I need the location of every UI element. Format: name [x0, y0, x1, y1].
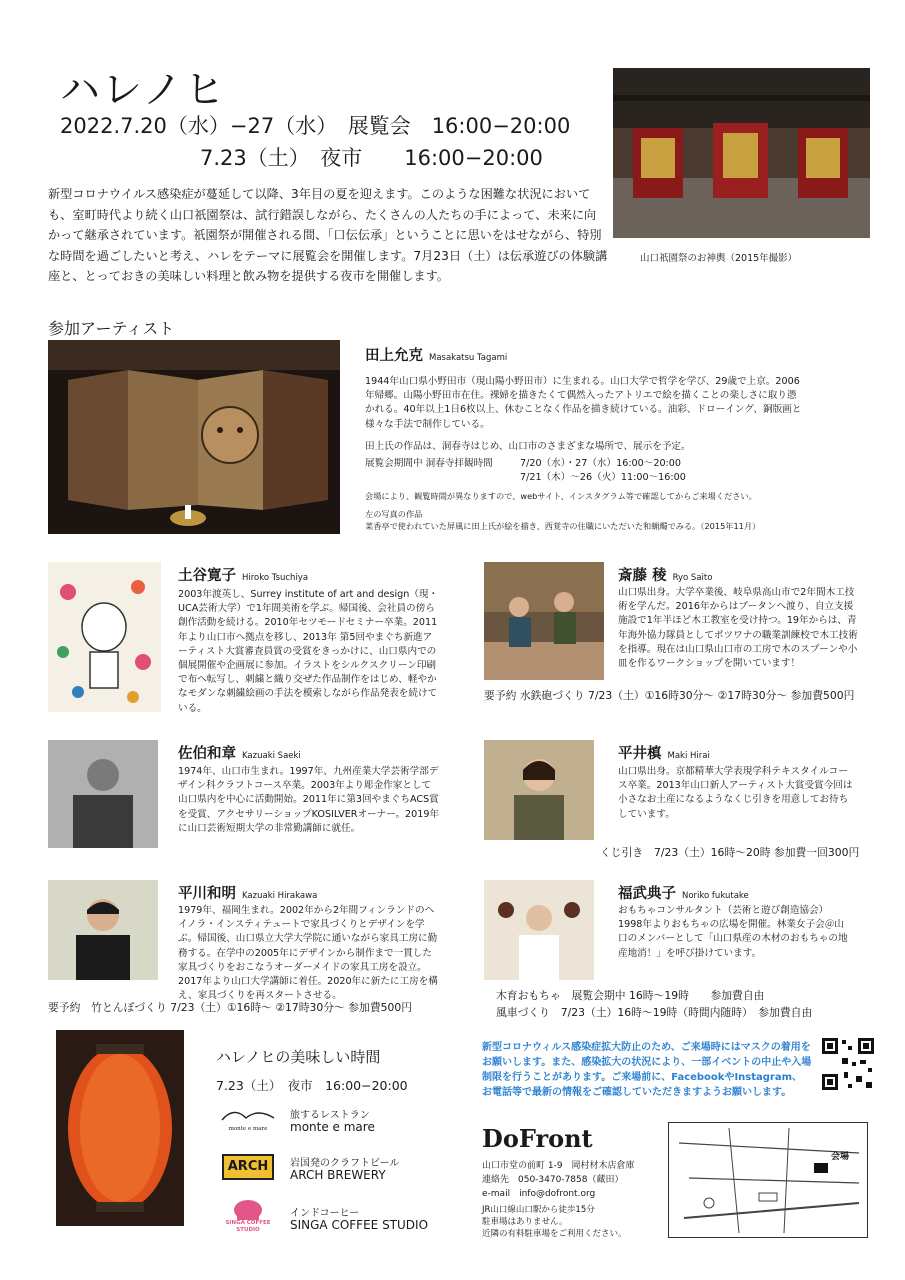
hirakawa-photo — [48, 880, 158, 980]
tagami-photo — [48, 340, 340, 534]
saito-photo — [484, 562, 604, 680]
vendor-2-sub: 岩国発のクラフトビール — [290, 1158, 400, 1169]
qr-code[interactable] — [820, 1036, 876, 1092]
hirai-photo — [484, 740, 594, 840]
tagami-hours-label: 展覧会期間中 洞春寺拝観時間 — [365, 458, 493, 469]
mikoshi-caption: 山口祇園祭のお神輿（2015年撮影） — [640, 253, 798, 264]
venue-address: 山口市堂の前町 1-9 岡村材木店倉庫 — [482, 1161, 635, 1171]
tagami-disclaimer: 会場により、観覧時間が異なりますので、webサイト、インスタグラム等で確認してからご来場ください。 — [365, 491, 757, 501]
vendor-3-sub: インドコーヒー — [290, 1208, 360, 1219]
covid-notice: 新型コロナウィルス感染症拡大防止のため、ご来場時にはマスクの着用をお願いします。また、感染拡大の状況により、一部イベントの中止や入場制限を行うことがあります。ご来場前に、FacebookやInstagram、お電話等で最新の情報をご確認していただきますようお願いします。 — [482, 1042, 812, 1098]
map-venue-label: 会場 — [831, 1152, 850, 1162]
lantern-photo — [56, 1030, 184, 1226]
artist-name-tsuchiya: 土谷寛子 Hiroko Tsuchiya — [178, 568, 309, 584]
fukutake-event-1: 木育おもちゃ 展覧会期中 16時〜19時 参加費自由 — [496, 989, 765, 1002]
artist-bio-saeki: 1974年、山口市生まれ。1997年、九州産業大学芸術学部デザイン科クラフトコース卒業。2003年より彫金作家として山口県内を中心に活動開始。2011年に第3回やまぐちACS賞を受賞、アクセサリーショップKOSILVERオーナー。2019年に山口芸術短期大学の非常勤講師に就任。 — [178, 766, 440, 834]
artist-name-saito: 斎藤 稜 Ryo Saito — [618, 568, 713, 584]
artist-bio-tagami: 1944年山口県小野田市（現山陽小野田市）に生まれる。山口大学で哲学を学び、29歳で上京。2006年帰郷。山陽小野田市在住。裸婦を描きたくて偶然入ったアトリエで絵を描くことの楽しさに取り憑かれる。40年以上1日6枚以上、休むことなく作品を描き続けている。油彩、ドローイング、銅版画と様々な手法で制作している。 — [365, 376, 802, 430]
artist-name-hirai: 平井槙 Maki Hirai — [618, 746, 710, 762]
vendor-3-name: SINGA COFFEE STUDIO — [290, 1218, 429, 1232]
tagami-photo-note-title: 左の写真の作品 — [365, 509, 423, 519]
fukutake-photo — [484, 880, 594, 980]
mikoshi-photo — [613, 68, 870, 238]
tagami-note: 田上氏の作品は、洞春寺はじめ、山口市のさまざまな場所で、展示を予定。 — [365, 441, 691, 452]
artist-bio-tsuchiya: 2003年渡英し、Surrey institute of art and design（現・UCA芸術大学）で1年間美術を学ぶ。帰国後、会社員の傍ら創作活動を続ける。2010年セツモードセミナー卒業。2011年より山口市へ拠点を移し、2013年 第5回やまぐち新進アーティスト大賞審査員賞の受賞をきっかけに、山口県内での個展開催や企画展に参加。イラストをシルクスクリーン印刷で布へ転写し、刺繍と織り交ぜた作品制作をはじめ、軽やかなモダンな刺繍絵画の手法を模索しながら作品発表を続けている。 — [178, 589, 439, 714]
saeki-photo — [48, 740, 158, 848]
date-line-night-market: 7.23（土） 夜市 16:00−20:00 — [200, 146, 543, 170]
vendor-1-sub: 旅するレストラン — [290, 1110, 370, 1121]
arch-brewery-logo: ARCH — [222, 1154, 274, 1180]
artist-bio-hirakawa: 1979年、福岡生まれ。2002年から2年間フィンランドのヘイノラ・インスティテュートで家具づくりとデザインを学ぶ。帰国後、山口県立大学大学院に通いながら家具工房に勤務する。在学中の2005年にデザインから制作まで一貫した家具づくりをおこなうオーダーメイドの家具工房を設立。2017年より山口大学講師に着任。2020年に新たに工房を構え、家具づくりを再スタートさせる。 — [178, 905, 438, 1002]
venue-tel: 連絡先 050-3470-7858（藏田） — [482, 1175, 624, 1185]
venue-access-2: 駐車場はありません。 — [482, 1217, 568, 1227]
saito-event: 要予約 水鉄砲づくり 7/23（土）①16時30分〜 ②17時30分〜 参加費500円 — [484, 689, 855, 702]
tagami-hours-2: 7/21（木）〜26（火）11:00〜16:00 — [520, 472, 686, 483]
artist-name-tagami: 田上允克 Masakatsu Tagami — [365, 348, 508, 364]
date-line-exhibition: 2022.7.20（水）−27（水） 展覧会 16:00−20:00 — [60, 114, 571, 138]
venue-access-3: 近隣の有料駐車場をご利用ください。 — [482, 1229, 627, 1239]
dofront-logo: DoFront — [482, 1124, 593, 1153]
hirai-event: くじ引き 7/23（土）16時〜20時 参加費一回300円 — [600, 846, 860, 859]
intro-text: 新型コロナウイルス感染症が蔓延して以降、3年目の夏を迎えます。このような困難な状況においても、室町時代より続く山口祇園祭は、試行錯誤しながら、たくさんの人たちの手によって、未来に向かって継承されています。祇園祭が開催される間、「口伝伝承」ということに思いをはせながら、特別な時間を過ごしたいと考え、ハレをテーマに展覧会を開催します。7月23日（土）は伝承遊びの体験講座と、とっておきの美味しい料理と飲み物を提供する夜市を開催します。 — [48, 187, 608, 283]
vendor-2-name: ARCH BREWERY — [290, 1168, 386, 1182]
fukutake-event-2: 風車づくり 7/23（土）16時〜19時（時間内随時） 参加費自由 — [496, 1006, 813, 1019]
food-time: 7.23（土） 夜市 16:00−20:00 — [216, 1078, 408, 1093]
monte-e-mare-logo: monte e mare — [220, 1104, 276, 1134]
artist-bio-saito: 山口県出身。大学卒業後、岐阜県高山市で2年間木工技術を学んだ。2016年からはブータンへ渡り、自立支援施設で1年半ほど木工教室を受け持つ。19年からは、青年海外協力隊員としてボツワナの職業訓練校で木工技術を指導。現在は山口県山口市の工房で木のスプーンや小皿を作るワークショップを開いています！ — [618, 587, 858, 670]
artist-bio-hirai: 山口県出身。京都精華大学表現学科テキスタイルコース卒業。2013年山口新人アーティスト大賞受賞今回は小さなお土産になるようなくじ引きを用意してお待ちしています。 — [618, 766, 853, 820]
artist-name-hirakawa: 平川和明 Kazuaki Hirakawa — [178, 886, 318, 902]
tagami-photo-note: 菜香亭で使われていた屏風に田上氏が絵を描き、西覚寺の住職にいただいた和蝋燭でみる。（2015年11月） — [365, 521, 761, 531]
tsuchiya-photo — [48, 562, 161, 712]
artist-name-fukutake: 福武典子 Noriko fukutake — [618, 886, 749, 902]
vendor-1-name: monte e mare — [290, 1120, 375, 1134]
tagami-hours-1: 7/20（水）・27（水）16:00〜20:00 — [520, 458, 681, 469]
food-heading: ハレノヒの美味しい時間 — [216, 1048, 381, 1066]
singa-coffee-logo: SINGA COFFEE STUDIO — [224, 1196, 272, 1240]
venue-map[interactable] — [668, 1122, 868, 1238]
artist-bio-fukutake: おもちゃコンサルタント（芸術と遊び創造協会）1998年よりおもちゃの広場を開催。林業女子会＠山口のメンバーとして「山口県産の木材のおもちゃの地産地消！」を呼び掛けています。 — [618, 905, 848, 959]
section-artists-heading: 参加アーティスト — [48, 319, 175, 338]
hirakawa-event: 要予約 竹とんぼづくり 7/23（土）①16時〜 ②17時30分〜 参加費500円 — [48, 1001, 413, 1014]
page-title: ハレノヒ — [60, 67, 227, 113]
artist-name-saeki: 佐伯和章 Kazuaki Saeki — [178, 746, 301, 762]
venue-access-1: JR山口線山口駅から徒歩15分 — [482, 1205, 595, 1215]
venue-email: e-mail info@dofront.org — [482, 1189, 596, 1199]
